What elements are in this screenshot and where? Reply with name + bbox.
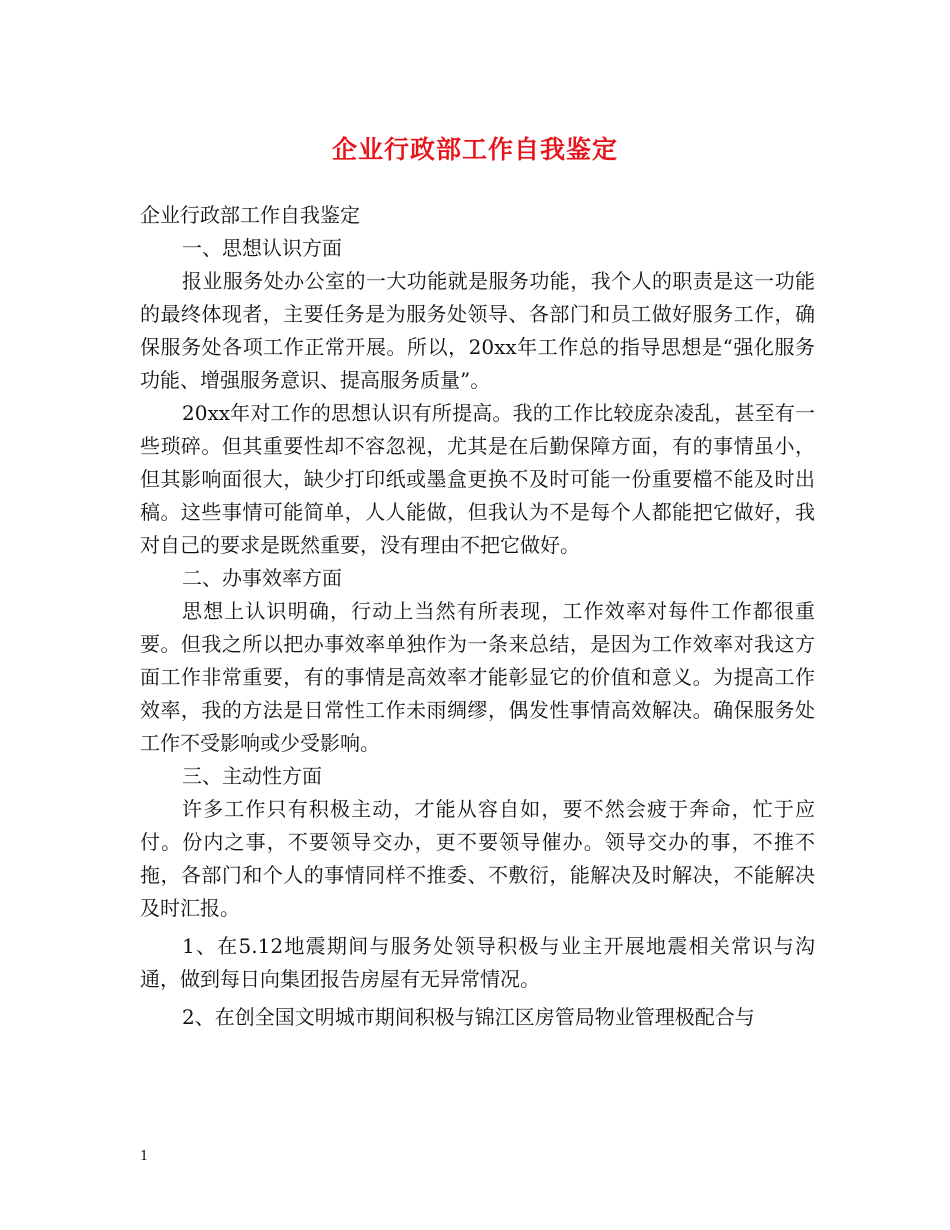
paragraph-efficiency: 思想上认识明确，行动上当然有所表现，工作效率对每件工作都很重要。但我之所以把办事效率单独作为一条来总结，是因为工作效率对我这方面工作非常重要，有的事情是高效率才能彰显它的价值和意义。为提高工作效率，我的方法是日常性工作未雨绸缪，偶发性事情高效解决。确保服务处工作不受影响或少受影响。 bbox=[140, 599, 815, 755]
list-item-civilized-city: 2、在创全国文明城市期间积极与锦江区房管局物业管理极配合与 bbox=[182, 1005, 755, 1029]
paragraph-initiative: 许多工作只有积极主动，才能从容自如，要不然会疲于奔命，忙于应付。份内之事，不要领导交办，更不要领导催办。领导交办的事，不推不拖，各部门和个人的事情同样不推委、不敷衍，能解决及时解决，不能解决及时汇报。 bbox=[140, 797, 815, 920]
section-heading-efficiency: 二、办事效率方面 bbox=[182, 566, 342, 590]
page-number: 1 bbox=[140, 1149, 149, 1164]
section-heading-initiative: 三、主动性方面 bbox=[182, 764, 322, 788]
list-item-earthquake: 1、在5.12地震期间与服务处领导积极与业主开展地震相关常识与沟通，做到每日向集团报告房屋有无异常情况。 bbox=[140, 934, 815, 991]
body-heading: 企业行政部工作自我鉴定 bbox=[140, 203, 360, 227]
paragraph-service-role: 报业服务处办公室的一大功能就是服务功能，我个人的职责是这一功能的最终体现者，主要任务是为服务处领导、各部门和员工做好服务工作，确保服务处各项工作正常开展。所以，20xx年工作总的指导思想是“强化服务功能、增强服务意识、提高服务质量”。 bbox=[140, 269, 815, 392]
document-title: 企业行政部工作自我鉴定 bbox=[331, 135, 618, 164]
paragraph-awareness: 20xx年对工作的思想认识有所提高。我的工作比较庞杂凌乱，甚至有一些琐碎。但其重要性却不容忽视，尤其是在后勤保障方面，有的事情虽小，但其影响面很大，缺少打印纸或墨盒更换不及时可能一份重要檔不能及时出稿。这些事情可能简单，人人能做，但我认为不是每个人都能把它做好，我对自己的要求是既然重要，没有理由不把它做好。 bbox=[140, 401, 815, 557]
document-body bbox=[140, 199, 815, 1034]
section-heading-thinking: 一、思想认识方面 bbox=[182, 236, 342, 260]
